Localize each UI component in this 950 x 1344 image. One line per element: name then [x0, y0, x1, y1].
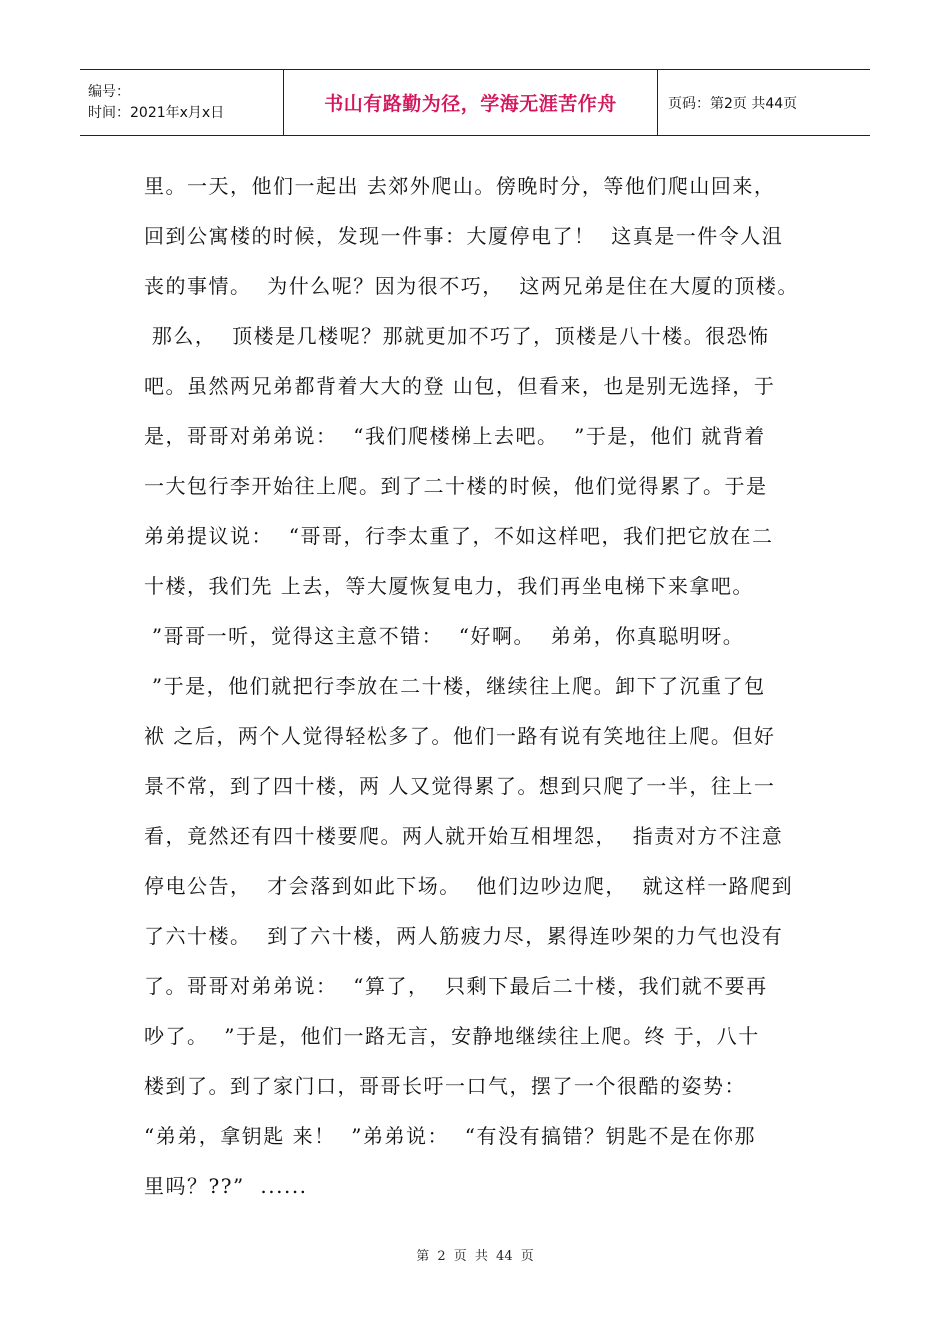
- body-text: [144, 161, 834, 1211]
- page-info: 页码：第2页 共44页: [668, 95, 798, 112]
- text-line: 了。哥哥对弟弟说： “算了， 只剩下最后二十楼，我们就不要再: [144, 974, 768, 998]
- text-line: 楼到了。到了家门口，哥哥长吁一口气，摆了一个很酷的姿势：: [144, 1074, 746, 1098]
- text-line: 十楼，我们先 上去，等大厦恢复电力，我们再坐电梯下来拿吧。: [144, 574, 754, 598]
- text-line: 一大包行李开始往上爬。到了二十楼的时候，他们觉得累了。于是: [144, 474, 768, 498]
- text-line: 景不常，到了四十楼，两 人又觉得累了。想到只爬了一半，往上一: [144, 774, 776, 798]
- header-page-cell: [658, 70, 870, 135]
- text-line: 吧。虽然两兄弟都背着大大的登 山包，但看来，也是别无选择，于: [144, 374, 776, 398]
- serial-label: 编号：: [88, 83, 130, 100]
- page-footer: 第 2 页 共 44 页: [416, 1249, 534, 1264]
- text-line: ”哥哥一听，觉得这主意不错： “好啊。 弟弟，你真聪明呀。: [144, 624, 745, 648]
- text-line: 停电公告， 才会落到如此下场。 他们边吵边爬， 就这样一路爬到: [144, 874, 794, 898]
- text-line: 丧的事情。 为什么呢？因为很不巧， 这两兄弟是住在大厦的顶楼。: [144, 274, 799, 298]
- time-label: 时间：2021年x月x日: [88, 104, 225, 121]
- text-line: 吵了。 ”于是，他们一路无言，安静地继续往上爬。终 于，八十: [144, 1024, 760, 1048]
- text-line: ”于是，他们就把行李放在二十楼，继续往上爬。卸下了沉重了包: [144, 674, 766, 698]
- text-line: 是，哥哥对弟弟说： “我们爬楼梯上去吧。 ”于是，他们 就背着: [144, 424, 766, 448]
- text-line: 那么， 顶楼是几楼呢？那就更加不巧了，顶楼是八十楼。很恐怖: [144, 324, 770, 348]
- motto-text: 书山有路勤为径，学海无涯苦作舟: [324, 93, 617, 115]
- text-line: 了六十楼。 到了六十楼，两人筋疲力尽，累得连吵架的力气也没有: [144, 924, 784, 948]
- header-meta: [80, 70, 284, 135]
- text-line: 里吗？??” ......: [144, 1174, 308, 1198]
- text-line: 里。一天，他们一起出 去郊外爬山。傍晚时分，等他们爬山回来，: [144, 174, 776, 198]
- text-line: 弟弟提议说： “哥哥，行李太重了，不如这样吧，我们把它放在二: [144, 524, 774, 548]
- text-line: 回到公寓楼的时候，发现一件事：大厦停电了！ 这真是一件令人沮: [144, 224, 784, 248]
- header-motto-cell: [284, 70, 658, 135]
- document-header: [80, 69, 870, 136]
- text-line: 看，竟然还有四十楼要爬。两人就开始互相埋怨， 指责对方不注意: [144, 824, 784, 848]
- text-line: 袱 之后，两个人觉得轻松多了。他们一路有说有笑地往上爬。但好: [144, 724, 776, 748]
- text-line: “弟弟，拿钥匙 来！ ”弟弟说： “有没有搞错？钥匙不是在你那: [144, 1124, 756, 1148]
